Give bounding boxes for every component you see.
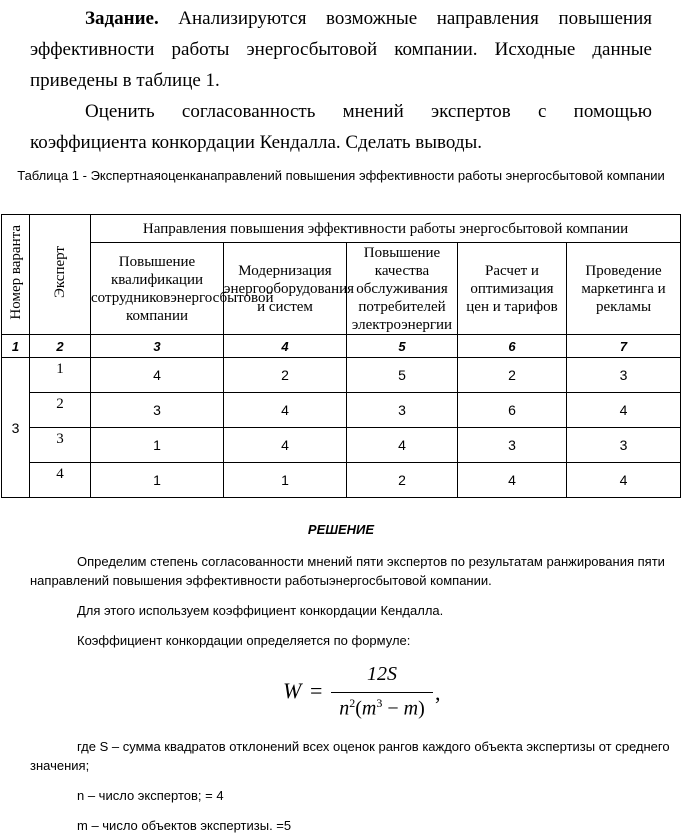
col-number: 5 bbox=[347, 335, 458, 358]
expert-header-label: Эксперт bbox=[52, 245, 68, 299]
rank-cell: 3 bbox=[567, 428, 681, 463]
task-paragraph-2 bbox=[30, 96, 652, 158]
solution-text-6: m – число объектов экспертизы. =5 bbox=[77, 818, 292, 833]
direction-header-5: Проведение маркетинга и рекламы bbox=[567, 243, 681, 335]
rank-cell: 1 bbox=[91, 463, 224, 498]
variant-cell: 3 bbox=[2, 358, 30, 498]
rank-cell: 4 bbox=[458, 463, 567, 498]
rank-cell: 4 bbox=[567, 393, 681, 428]
variant-header bbox=[2, 215, 30, 335]
rank-cell: 1 bbox=[91, 428, 224, 463]
solution-text-1: Определим степень согласованности мнений пяти экспертов по результатам ранжирования пяти направлений повышения эффективности работыэнергосбытовой компании. bbox=[30, 554, 665, 588]
col-number: 2 bbox=[30, 335, 91, 358]
col-number: 3 bbox=[91, 335, 224, 358]
expert-cell: 4 bbox=[30, 463, 91, 498]
task-label: Задание. bbox=[85, 8, 159, 29]
kendall-formula bbox=[283, 663, 453, 721]
rank-cell: 4 bbox=[224, 393, 347, 428]
formula-lhs: W bbox=[283, 678, 302, 703]
formula-equals: = bbox=[310, 678, 323, 703]
table-row bbox=[2, 463, 681, 498]
table-caption: Таблица 1 - Экспертнаяоценканаправлений повышения эффективности работы энергосбытовой компании bbox=[17, 168, 665, 183]
formula-numerator: 12S bbox=[367, 663, 397, 685]
solution-paragraph-4 bbox=[30, 737, 670, 775]
solution-text-2: Для этого используем коэффициент конкордации Кендалла. bbox=[77, 603, 444, 618]
solution-text-4: где S – сумма квадратов отклонений всех оценок рангов каждого объекта экспертизы от среднего значения; bbox=[30, 739, 670, 773]
formula-denominator: $n^2(m^3 - m)$ bbox=[339, 696, 425, 720]
task-text-2: Оценить согласованность мнений экспертов с помощью коэффициента конкордации Кендалла. Сделать выводы. bbox=[30, 101, 652, 153]
rank-cell: 4 bbox=[567, 463, 681, 498]
solution-title: РЕШЕНИЕ bbox=[307, 522, 375, 537]
solution-paragraph-6 bbox=[30, 816, 670, 835]
formula-comma: , bbox=[435, 680, 441, 705]
expert-header bbox=[30, 215, 91, 335]
direction-header-2: Модернизация энергооборудования и систем bbox=[224, 243, 347, 335]
col-number: 1 bbox=[2, 335, 30, 358]
expert-cell: 2 bbox=[30, 393, 91, 428]
table-row bbox=[2, 393, 681, 428]
solution-text-3: Коэффициент конкордации определяется по формуле: bbox=[77, 633, 411, 648]
table-row bbox=[2, 428, 681, 463]
rank-cell: 3 bbox=[567, 358, 681, 393]
expert-cell: 3 bbox=[30, 428, 91, 463]
rank-cell: 1 bbox=[224, 463, 347, 498]
directions-group-header: Направления повышения эффективности работы энергосбытовой компании bbox=[91, 215, 681, 243]
expert-table bbox=[1, 214, 681, 498]
task-text: Анализируются возможные направления повышения эффективности работы энергосбытовой компании. Исходные данные приведены в таблице 1. bbox=[30, 8, 652, 91]
variant-header-label: Номер варанта bbox=[7, 224, 24, 320]
rank-cell: 5 bbox=[347, 358, 458, 393]
table-row bbox=[2, 358, 681, 393]
solution-text-5: n – число экспертов; = 4 bbox=[77, 788, 224, 803]
solution-paragraph-3 bbox=[30, 631, 670, 650]
solution-paragraph-1 bbox=[30, 552, 670, 590]
direction-header-3: Повышение качества обслуживания потребителей электроэнергии bbox=[347, 243, 458, 335]
rank-cell: 2 bbox=[458, 358, 567, 393]
fraction-bar bbox=[331, 692, 433, 693]
direction-header-4: Расчет и оптимизация цен и тарифов bbox=[458, 243, 567, 335]
expert-cell: 1 bbox=[30, 358, 91, 393]
rank-cell: 2 bbox=[347, 463, 458, 498]
rank-cell: 3 bbox=[91, 393, 224, 428]
rank-cell: 6 bbox=[458, 393, 567, 428]
rank-cell: 4 bbox=[347, 428, 458, 463]
task-paragraph bbox=[30, 3, 652, 96]
solution-paragraph-5 bbox=[30, 786, 670, 805]
solution-paragraph-2 bbox=[30, 601, 670, 620]
rank-cell: 4 bbox=[91, 358, 224, 393]
rank-cell: 3 bbox=[347, 393, 458, 428]
rank-cell: 2 bbox=[224, 358, 347, 393]
column-number-row bbox=[2, 335, 681, 358]
col-number: 6 bbox=[458, 335, 567, 358]
rank-cell: 3 bbox=[458, 428, 567, 463]
rank-cell: 4 bbox=[224, 428, 347, 463]
col-number: 7 bbox=[567, 335, 681, 358]
col-number: 4 bbox=[224, 335, 347, 358]
direction-header-1: Повышение квалификации сотрудниковэнергосбытовой компании bbox=[91, 243, 224, 335]
